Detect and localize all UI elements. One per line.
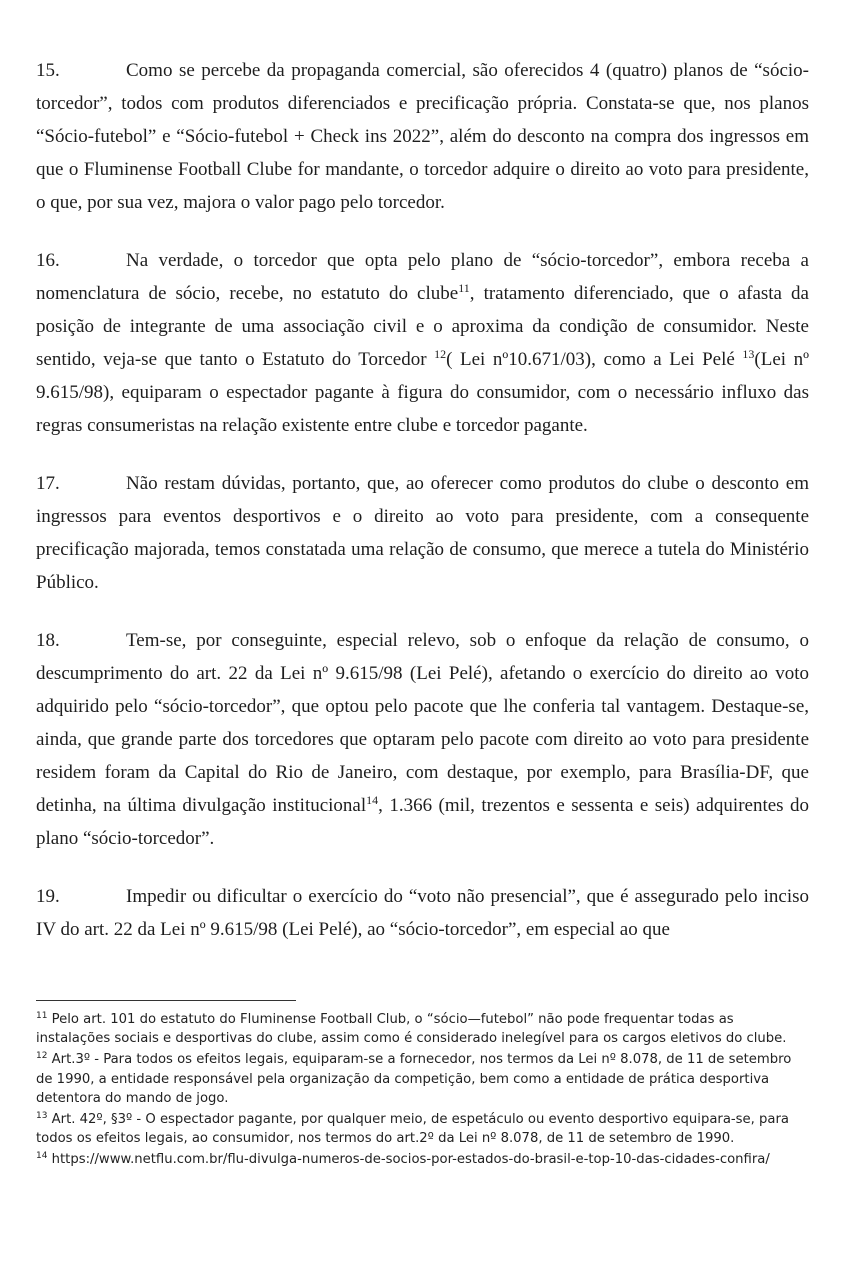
- footnote-reference: 11: [458, 281, 470, 295]
- paragraph: [36, 624, 809, 855]
- paragraph-text: Não restam dúvidas, portanto, que, ao oferecer como produtos do clube o desconto em ingressos para eventos desportivos e o direito ao voto para presidente, com a consequente precificação majorada, temos constatada uma relação de consumo, que merece a tutela do Ministério Público.: [36, 473, 809, 593]
- footnote-reference: 14: [366, 793, 379, 807]
- paragraph-number: 17.: [36, 473, 60, 494]
- footnote: [36, 1150, 811, 1169]
- footnote-text: https://www.netflu.com.br/flu-divulga-numeros-de-socios-por-estados-do-brasil-e-top-10-das-cidades-confira/: [51, 1152, 770, 1168]
- paragraph-text: , tratamento diferenciado, que o afasta da posição de integrante de uma associação civil e o aproxima da condição de consumidor. Neste sentido, veja-se que tanto o Estatuto do Torcedor: [36, 283, 809, 370]
- footnote-number: 11: [36, 1011, 48, 1021]
- paragraph-text: Impedir ou dificultar o exercício do “voto não presencial”, que é assegurado pelo inciso IV do art. 22 da Lei nº 9.615/98 (Lei Pelé), ao “sócio-torcedor”, em especial ao que: [36, 886, 809, 940]
- body-text: [36, 54, 809, 946]
- footnote-number: 12: [36, 1051, 48, 1062]
- paragraph-number: 18.: [36, 630, 60, 651]
- footnote: [36, 1110, 811, 1148]
- footnote-text: Art. 42º, §3º - O espectador pagante, por qualquer meio, de espetáculo ou evento desportivo equipara-se, para todos os efeitos legais, ao consumidor, nos termos do art.2º da Lei nº 8.078, de 11 de setembro de 1990.: [36, 1112, 789, 1147]
- footnote-reference: 13: [742, 347, 755, 361]
- footnote-text: Pelo art. 101 do estatuto do Fluminense Football Club, o “sócio—futebol” não pode frequentar todas as instalações sociais e desportivas do clube, assim como é considerado inelegível para os cargos eletivos do clube.: [36, 1012, 787, 1047]
- paragraph-text: , 1.366 (mil, trezentos e sessenta e seis) adquirentes do plano “sócio-torcedor”.: [36, 795, 809, 849]
- paragraph: [36, 54, 809, 219]
- footnote-number: 14: [36, 1151, 48, 1162]
- paragraph: [36, 880, 809, 946]
- footnote-reference: 12: [434, 347, 447, 361]
- footnote-separator: [36, 1000, 296, 1001]
- paragraph-text: Na verdade, o torcedor que opta pelo plano de “sócio-torcedor”, embora receba a nomenclatura de sócio, recebe, no estatuto do clube: [36, 250, 809, 304]
- footnotes: [36, 1010, 811, 1172]
- footnote-number: 13: [36, 1111, 48, 1122]
- paragraph-text: ( Lei nº10.671/03), como a Lei Pelé: [446, 349, 743, 370]
- footnote-text: Art.3º - Para todos os efeitos legais, equiparam-se a fornecedor, nos termos da Lei nº 8.078, de 11 de setembro de 1990, a entidade responsável pela organização da competição, bem como a entidade de prática desportiva detentora do mando de jogo.: [36, 1052, 792, 1106]
- paragraph-number: 19.: [36, 886, 60, 907]
- paragraph-number: 15.: [36, 60, 60, 81]
- footnote: [36, 1050, 811, 1108]
- paragraph-text: (Lei nº 9.615/98), equiparam o espectador pagante à figura do consumidor, com o necessário influxo das regras consumeristas na relação existente entre clube e torcedor pagante.: [36, 349, 809, 436]
- paragraph-text: Tem-se, por conseguinte, especial relevo, sob o enfoque da relação de consumo, o descumprimento do art. 22 da Lei nº 9.615/98 (Lei Pelé), afetando o exercício do direito ao voto adquirido pelo “sócio-torcedor”, que optou pelo pacote que lhe conferia tal vantagem. Destaque-se, ainda, que grande parte dos torcedores que optaram pelo pacote com direito ao voto para presidente residem foram da Capital do Rio de Janeiro, com destaque, por exemplo, para Brasília-DF, que detinha, na última divulgação institucional: [36, 630, 809, 816]
- paragraph-text: Como se percebe da propaganda comercial, são oferecidos 4 (quatro) planos de “sócio-torcedor”, todos com produtos diferenciados e precificação própria. Constata-se que, nos planos “Sócio-futebol” e “Sócio-futebol + Check ins 2022”, além do desconto na compra dos ingressos em que o Fluminense Football Clube for mandante, o torcedor adquire o direito ao voto para presidente, o que, por sua vez, majora o valor pago pelo torcedor.: [36, 60, 809, 213]
- paragraph: [36, 467, 809, 599]
- paragraph-number: 16.: [36, 250, 60, 271]
- paragraph: [36, 244, 809, 442]
- footnote: [36, 1010, 811, 1048]
